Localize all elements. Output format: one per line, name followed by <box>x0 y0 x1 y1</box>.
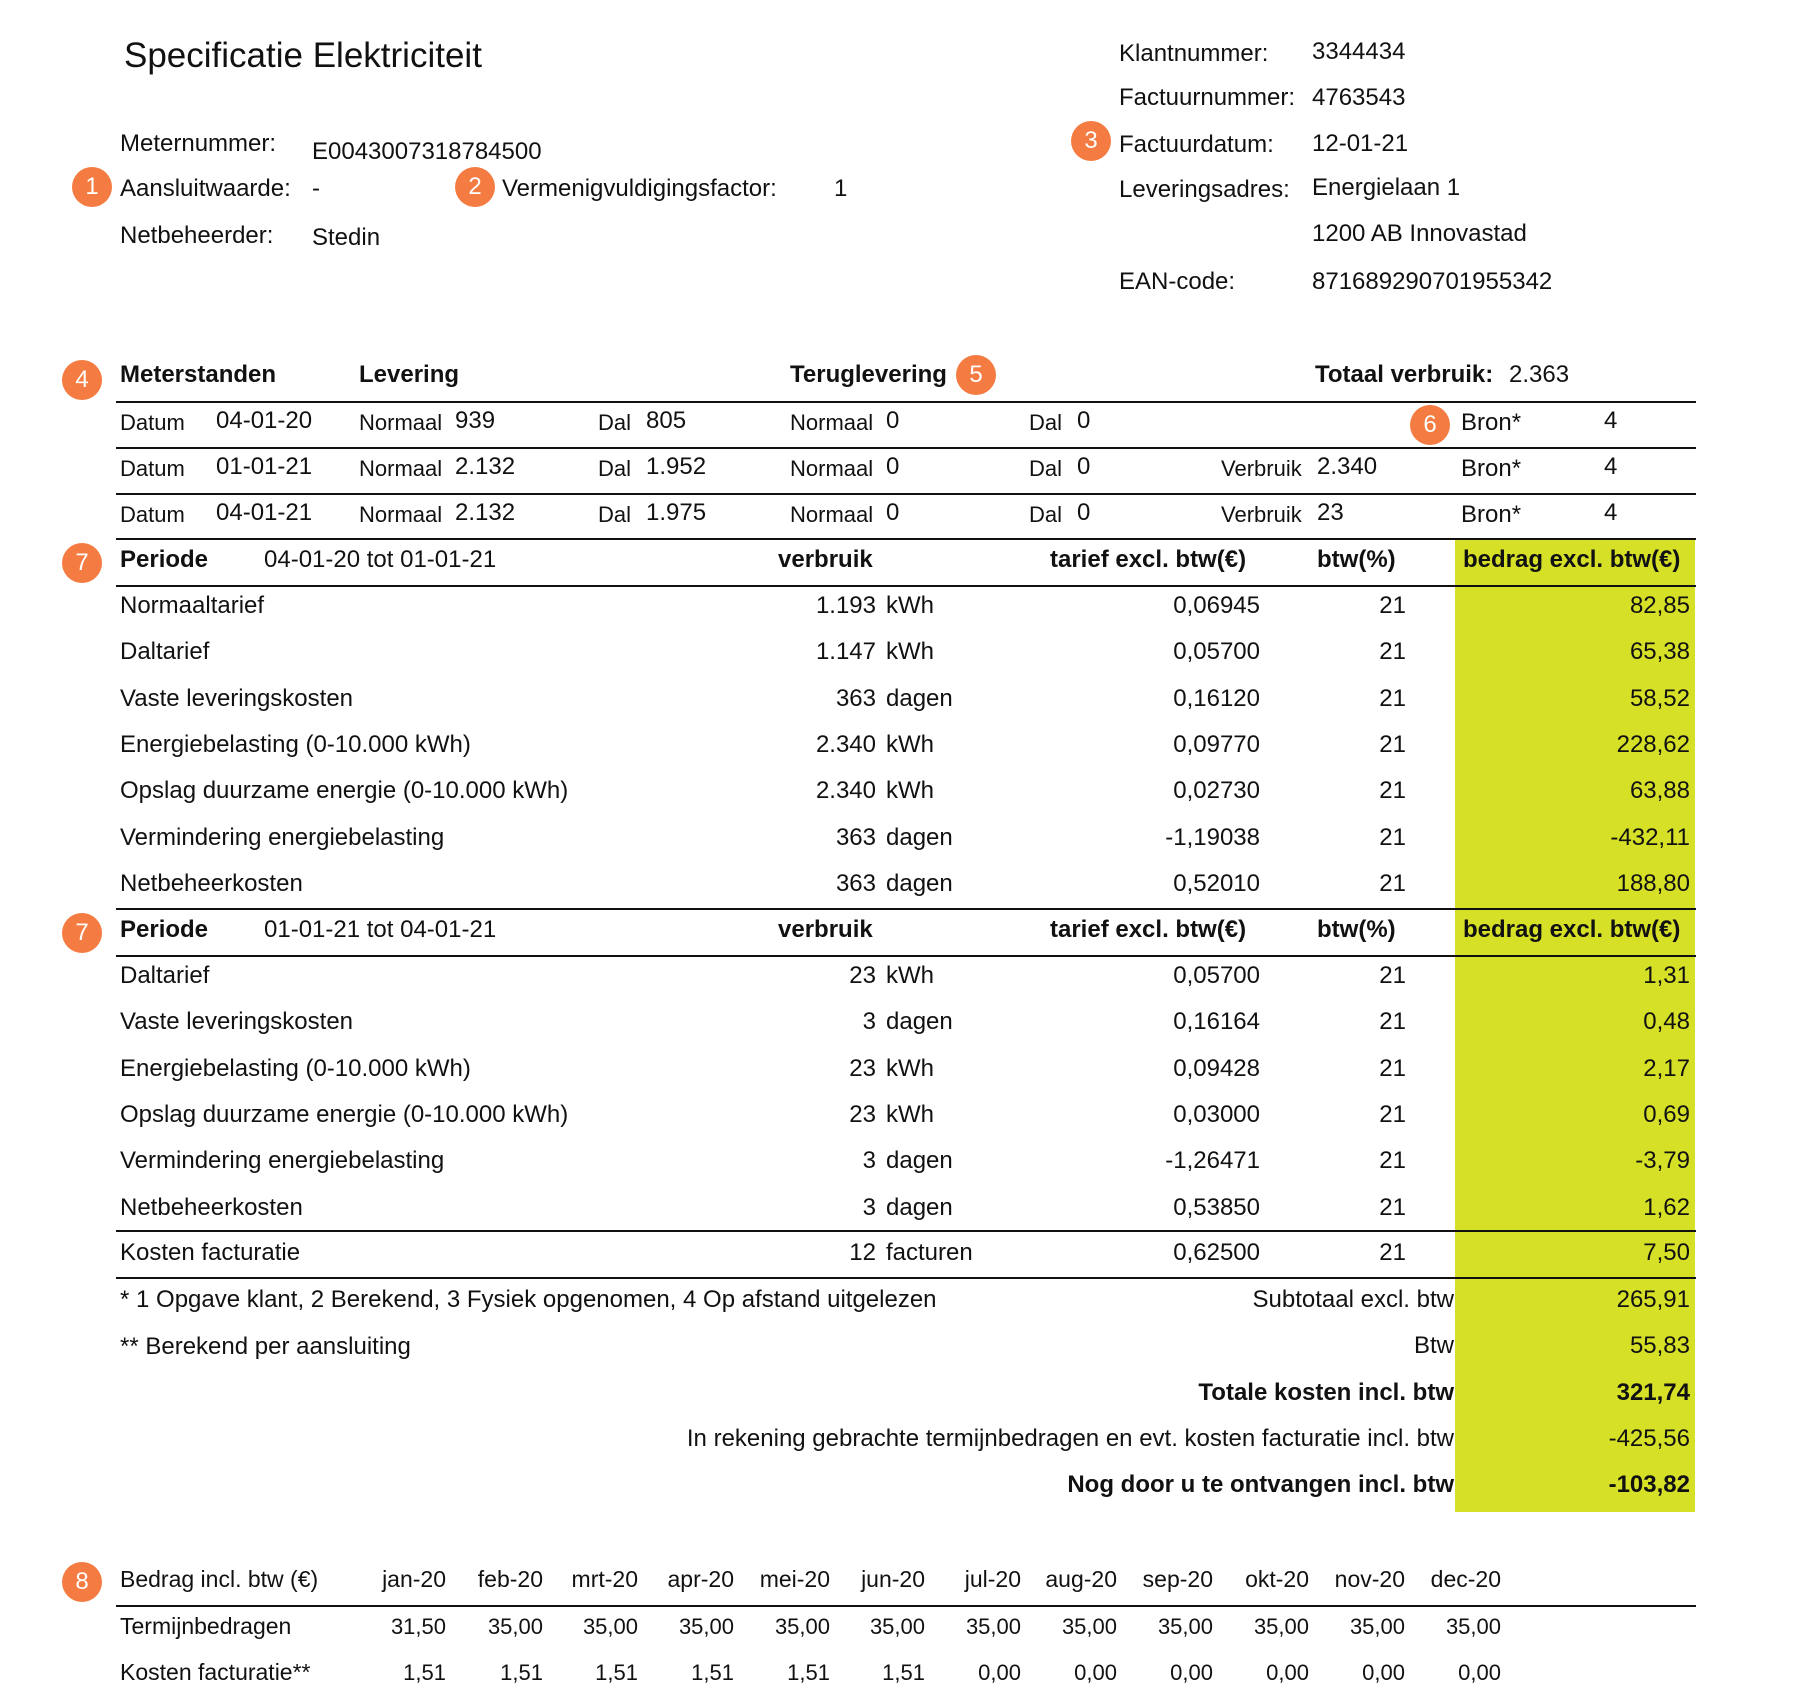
item-unit: kWh <box>886 592 934 619</box>
period-1-top-line <box>116 538 1696 540</box>
month-header: feb-20 <box>477 1566 543 1592</box>
item-btw: 21 <box>1379 1239 1406 1266</box>
item-quantity: 363 <box>835 823 876 851</box>
teruglevering-heading: Teruglevering <box>790 361 947 388</box>
ter-dal-value: 0 <box>1077 499 1091 526</box>
monthly-value: 35,00 <box>1445 1614 1501 1639</box>
meter-divider-1 <box>116 401 1696 403</box>
verbruik-label: Verbruik <box>1221 502 1302 527</box>
item-tarief: 0,62500 <box>1173 1239 1260 1266</box>
item-btw: 21 <box>1379 730 1406 758</box>
factor-value: 1 <box>834 175 848 202</box>
period-1-header-line <box>116 585 1696 587</box>
item-bedrag: 58,52 <box>1629 684 1690 712</box>
badge-7b: 7 <box>62 913 102 953</box>
total-label: Btw <box>1413 1332 1454 1360</box>
item-bedrag: 2,17 <box>1643 1054 1690 1082</box>
item-tarief: 0,16120 <box>1173 684 1260 712</box>
item-name: Opslag duurzame energie (0-10.000 kWh) <box>120 777 569 805</box>
item-quantity: 1.147 <box>815 638 876 666</box>
item-unit: dagen <box>886 1193 953 1221</box>
item-name: Energiebelasting (0-10.000 kWh) <box>120 730 471 758</box>
month-header: sep-20 <box>1142 1566 1213 1592</box>
item-bedrag: 188,80 <box>1616 869 1690 897</box>
periode-label: Periode <box>120 916 209 943</box>
ter-dal-label: Dal <box>1029 502 1063 527</box>
monthly-value: 0,00 <box>1458 1660 1501 1685</box>
bron-value: 4 <box>1604 453 1618 480</box>
factuurnummer-label: Factuurnummer: <box>1119 84 1296 111</box>
month-header: jul-20 <box>964 1566 1021 1592</box>
meternummer-value: E0043007318784500 <box>312 138 542 165</box>
footnote-bron: * 1 Opgave klant, 2 Berekend, 3 Fysiek opgenomen, 4 Op afstand uitgelezen <box>120 1286 937 1313</box>
netbeheerder-label: Netbeheerder: <box>120 222 274 249</box>
total-label: In rekening gebrachte termijnbedragen en evt. kosten facturatie incl. btw <box>686 1424 1454 1452</box>
item-tarief: 0,06945 <box>1173 592 1260 619</box>
item-unit: kWh <box>886 730 934 758</box>
item-name: Netbeheerkosten <box>120 869 303 897</box>
monthly-value: 31,50 <box>390 1614 446 1639</box>
verbruik-label: Verbruik <box>1221 456 1302 481</box>
item-name: Vaste leveringskosten <box>120 684 354 712</box>
aansluitwaarde-value: - <box>312 175 320 202</box>
bron-label: Bron* <box>1461 409 1522 436</box>
total-value: 265,91 <box>1616 1286 1690 1313</box>
item-btw: 21 <box>1379 684 1406 712</box>
periode-range: 04-01-20 tot 01-01-21 <box>264 546 497 573</box>
item-quantity: 3 <box>862 1008 876 1036</box>
totaal-verbruik-label: Totaal verbruik: <box>1315 361 1494 388</box>
total-value: -425,56 <box>1608 1424 1690 1452</box>
total-value: -103,82 <box>1608 1471 1690 1499</box>
monthly-value: 35,00 <box>487 1614 543 1639</box>
monthly-value: 1,51 <box>403 1660 446 1685</box>
item-unit: dagen <box>886 684 953 712</box>
dal-label: Dal <box>598 456 632 481</box>
ter-dal-label: Dal <box>1029 456 1063 481</box>
item-name: Opslag duurzame energie (0-10.000 kWh) <box>120 1100 569 1128</box>
bron-value: 4 <box>1604 407 1618 434</box>
normaal-label: Normaal <box>359 410 443 435</box>
item-bedrag: 7,50 <box>1643 1239 1690 1266</box>
monthly-value: 35,00 <box>1061 1614 1117 1639</box>
tarief-col-header: tarief excl. btw(€) <box>1050 916 1247 943</box>
monthly-value: 1,51 <box>500 1660 543 1685</box>
monthly-value: 0,00 <box>1362 1660 1405 1685</box>
item-tarief: 0,03000 <box>1173 1100 1260 1128</box>
item-tarief: 0,16164 <box>1173 1008 1260 1036</box>
monthly-value: 35,00 <box>582 1614 638 1639</box>
periode-label: Periode <box>120 546 209 573</box>
item-tarief: 0,52010 <box>1173 869 1260 897</box>
dal-label: Dal <box>598 410 632 435</box>
bron-label: Bron* <box>1461 501 1522 528</box>
month-header: dec-20 <box>1430 1566 1501 1592</box>
period-2-top-line <box>116 908 1696 910</box>
netbeheerder-value: Stedin <box>312 224 381 251</box>
monthly-value: 35,00 <box>678 1614 734 1639</box>
item-btw: 21 <box>1379 823 1406 851</box>
item-quantity: 1.193 <box>815 592 876 619</box>
monthly-value: 0,00 <box>1266 1660 1309 1685</box>
klantnummer-label: Klantnummer: <box>1119 40 1269 67</box>
item-name: Daltarief <box>120 638 210 666</box>
item-tarief: 0,53850 <box>1173 1193 1260 1221</box>
verbruik-value: 2.340 <box>1317 453 1378 480</box>
factuurnummer-value: 4763543 <box>1312 84 1406 111</box>
monthly-value: 1,51 <box>882 1660 925 1685</box>
item-name: Normaaltarief <box>120 592 265 619</box>
item-tarief: -1,19038 <box>1165 823 1260 851</box>
item-bedrag: 0,69 <box>1643 1100 1690 1128</box>
item-bedrag: 82,85 <box>1629 592 1690 619</box>
ter-dal-value: 0 <box>1077 453 1091 480</box>
item-bedrag: 1,31 <box>1643 962 1690 989</box>
item-btw: 21 <box>1379 1147 1406 1175</box>
dal-label: Dal <box>598 502 632 527</box>
monthly-row-label: Termijnbedragen <box>120 1613 292 1639</box>
item-bedrag: -432,11 <box>1610 823 1690 851</box>
meterstanden-heading: Meterstanden <box>120 361 277 388</box>
lev-normaal-value: 939 <box>455 407 496 434</box>
item-name: Vermindering energiebelasting <box>120 1147 445 1175</box>
ter-normaal-value: 0 <box>886 453 900 480</box>
lev-dal-value: 1.952 <box>646 453 707 480</box>
item-tarief: -1,26471 <box>1165 1147 1260 1175</box>
badge-1: 1 <box>72 167 112 207</box>
bedrag-col-header: bedrag excl. btw(€) <box>1463 916 1681 943</box>
ter-dal-value: 0 <box>1077 407 1091 434</box>
monthly-header-line <box>116 1605 1696 1607</box>
item-btw: 21 <box>1379 1193 1406 1221</box>
monthly-header-label: Bedrag incl. btw (€) <box>120 1566 319 1592</box>
item-name: Vaste leveringskosten <box>120 1008 354 1036</box>
bedrag-col-header: bedrag excl. btw(€) <box>1463 546 1681 573</box>
item-btw: 21 <box>1379 1054 1406 1082</box>
total-value: 55,83 <box>1629 1332 1690 1360</box>
total-label: Totale kosten incl. btw <box>1198 1378 1454 1406</box>
item-quantity: 23 <box>849 1100 876 1128</box>
item-name: Kosten facturatie <box>120 1239 301 1266</box>
monthly-value: 0,00 <box>1074 1660 1117 1685</box>
page-title: Specificatie Elektriciteit <box>124 36 482 75</box>
item-quantity: 363 <box>835 684 876 712</box>
item-tarief: 0,02730 <box>1173 777 1260 805</box>
tarief-col-header: tarief excl. btw(€) <box>1050 546 1247 573</box>
datum-label: Datum <box>120 502 185 527</box>
verbruik-col-header: verbruik <box>778 546 873 573</box>
meternummer-label: Meternummer: <box>120 130 277 157</box>
item-tarief: 0,09770 <box>1173 730 1260 758</box>
badge-6: 6 <box>1410 405 1450 445</box>
item-unit: facturen <box>886 1239 973 1266</box>
total-label: Nog door u te ontvangen incl. btw <box>1067 1471 1454 1499</box>
total-label: Subtotaal excl. btw <box>1252 1286 1454 1313</box>
item-unit: kWh <box>886 1054 934 1082</box>
verbruik-col-header: verbruik <box>778 916 873 943</box>
item-btw: 21 <box>1379 1100 1406 1128</box>
item-bedrag: -3,79 <box>1635 1147 1690 1175</box>
item-bedrag: 0,48 <box>1643 1008 1690 1036</box>
month-header: jun-20 <box>861 1566 925 1592</box>
badge-7a: 7 <box>62 543 102 583</box>
item-unit: kWh <box>886 962 934 989</box>
monthly-value: 0,00 <box>978 1660 1021 1685</box>
monthly-value: 1,51 <box>691 1660 734 1685</box>
factuurdatum-label: Factuurdatum: <box>1119 131 1274 158</box>
badge-3: 3 <box>1071 121 1111 161</box>
badge-4: 4 <box>62 360 102 400</box>
meter-divider-2 <box>116 447 1696 449</box>
ter-normaal-value: 0 <box>886 407 900 434</box>
btw-col-header: btw(%) <box>1317 916 1396 943</box>
item-quantity: 3 <box>862 1147 876 1175</box>
ter-normaal-label: Normaal <box>790 456 874 481</box>
monthly-value: 0,00 <box>1170 1660 1213 1685</box>
klantnummer-value: 3344434 <box>1312 38 1406 65</box>
item-btw: 21 <box>1379 592 1406 619</box>
datum-value: 04-01-20 <box>216 407 313 434</box>
item-quantity: 363 <box>835 869 876 897</box>
item-unit: kWh <box>886 1100 934 1128</box>
month-header: apr-20 <box>667 1566 734 1592</box>
monthly-value: 1,51 <box>787 1660 830 1685</box>
lev-normaal-value: 2.132 <box>455 453 516 480</box>
item-quantity: 2.340 <box>815 730 876 758</box>
aansluitwaarde-label: Aansluitwaarde: <box>120 175 291 202</box>
totaal-verbruik-value: 2.363 <box>1509 361 1570 388</box>
month-header: nov-20 <box>1334 1566 1405 1592</box>
leveringsadres-label: Leveringsadres: <box>1119 176 1290 203</box>
ter-dal-label: Dal <box>1029 410 1063 435</box>
month-header: okt-20 <box>1245 1566 1309 1592</box>
ean-code-label: EAN-code: <box>1119 268 1236 295</box>
datum-label: Datum <box>120 456 185 481</box>
btw-col-header: btw(%) <box>1317 546 1396 573</box>
bron-label: Bron* <box>1461 455 1522 482</box>
normaal-label: Normaal <box>359 456 443 481</box>
monthly-value: 35,00 <box>965 1614 1021 1639</box>
item-name: Daltarief <box>120 962 210 989</box>
item-name: Energiebelasting (0-10.000 kWh) <box>120 1054 471 1082</box>
item-quantity: 3 <box>862 1193 876 1221</box>
monthly-value: 35,00 <box>1349 1614 1405 1639</box>
monthly-value: 35,00 <box>1157 1614 1213 1639</box>
month-header: aug-20 <box>1045 1566 1117 1592</box>
month-header: jan-20 <box>382 1566 446 1592</box>
item-tarief: 0,05700 <box>1173 638 1260 666</box>
item-bedrag: 65,38 <box>1629 638 1690 666</box>
item-quantity: 23 <box>849 962 876 989</box>
ter-normaal-label: Normaal <box>790 502 874 527</box>
facturatie-bottom-line <box>116 1277 1696 1279</box>
lev-dal-value: 805 <box>646 407 687 434</box>
total-value: 321,74 <box>1616 1378 1690 1406</box>
monthly-value: 35,00 <box>1253 1614 1309 1639</box>
ean-code-value: 871689290701955342 <box>1312 268 1553 295</box>
footnote-aansluiting: ** Berekend per aansluiting <box>120 1333 411 1360</box>
month-header: mrt-20 <box>571 1566 638 1592</box>
factuurdatum-value: 12-01-21 <box>1312 130 1409 157</box>
item-name: Vermindering energiebelasting <box>120 823 445 851</box>
month-header: mei-20 <box>759 1566 830 1592</box>
item-quantity: 12 <box>849 1239 876 1266</box>
item-unit: kWh <box>886 638 934 666</box>
normaal-label: Normaal <box>359 502 443 527</box>
item-btw: 21 <box>1379 869 1406 897</box>
monthly-value: 35,00 <box>774 1614 830 1639</box>
periode-range: 01-01-21 tot 04-01-21 <box>264 916 497 943</box>
badge-8: 8 <box>62 1562 102 1602</box>
ter-normaal-label: Normaal <box>790 410 874 435</box>
item-btw: 21 <box>1379 962 1406 989</box>
datum-value: 01-01-21 <box>216 453 313 480</box>
item-btw: 21 <box>1379 777 1406 805</box>
item-tarief: 0,09428 <box>1173 1054 1260 1082</box>
monthly-value: 35,00 <box>869 1614 925 1639</box>
factor-label: Vermenigvuldigingsfactor: <box>502 175 777 202</box>
lev-dal-value: 1.975 <box>646 499 707 526</box>
ter-normaal-value: 0 <box>886 499 900 526</box>
item-name: Netbeheerkosten <box>120 1193 303 1221</box>
datum-label: Datum <box>120 410 185 435</box>
levering-heading: Levering <box>359 361 460 388</box>
verbruik-value: 23 <box>1317 499 1344 526</box>
badge-2: 2 <box>455 167 495 207</box>
item-bedrag: 1,62 <box>1643 1193 1690 1221</box>
leveringsadres-value: Energielaan 1 <box>1312 174 1461 201</box>
period-2-header-line <box>116 955 1696 957</box>
item-bedrag: 228,62 <box>1616 730 1690 758</box>
item-bedrag: 63,88 <box>1629 777 1690 805</box>
item-quantity: 2.340 <box>815 777 876 805</box>
leveringsadres-line2: 1200 AB Innovastad <box>1312 220 1527 247</box>
item-btw: 21 <box>1379 1008 1406 1036</box>
item-quantity: 23 <box>849 1054 876 1082</box>
datum-value: 04-01-21 <box>216 499 313 526</box>
item-unit: dagen <box>886 823 953 851</box>
item-unit: dagen <box>886 1008 953 1036</box>
item-btw: 21 <box>1379 638 1406 666</box>
monthly-row-label: Kosten facturatie** <box>120 1659 311 1685</box>
item-unit: dagen <box>886 869 953 897</box>
monthly-value: 1,51 <box>595 1660 638 1685</box>
lev-normaal-value: 2.132 <box>455 499 516 526</box>
badge-5: 5 <box>956 355 996 395</box>
item-tarief: 0,05700 <box>1173 962 1260 989</box>
facturatie-top-line <box>116 1230 1696 1232</box>
bron-value: 4 <box>1604 499 1618 526</box>
item-unit: dagen <box>886 1147 953 1175</box>
item-unit: kWh <box>886 777 934 805</box>
meter-divider-3 <box>116 493 1696 495</box>
